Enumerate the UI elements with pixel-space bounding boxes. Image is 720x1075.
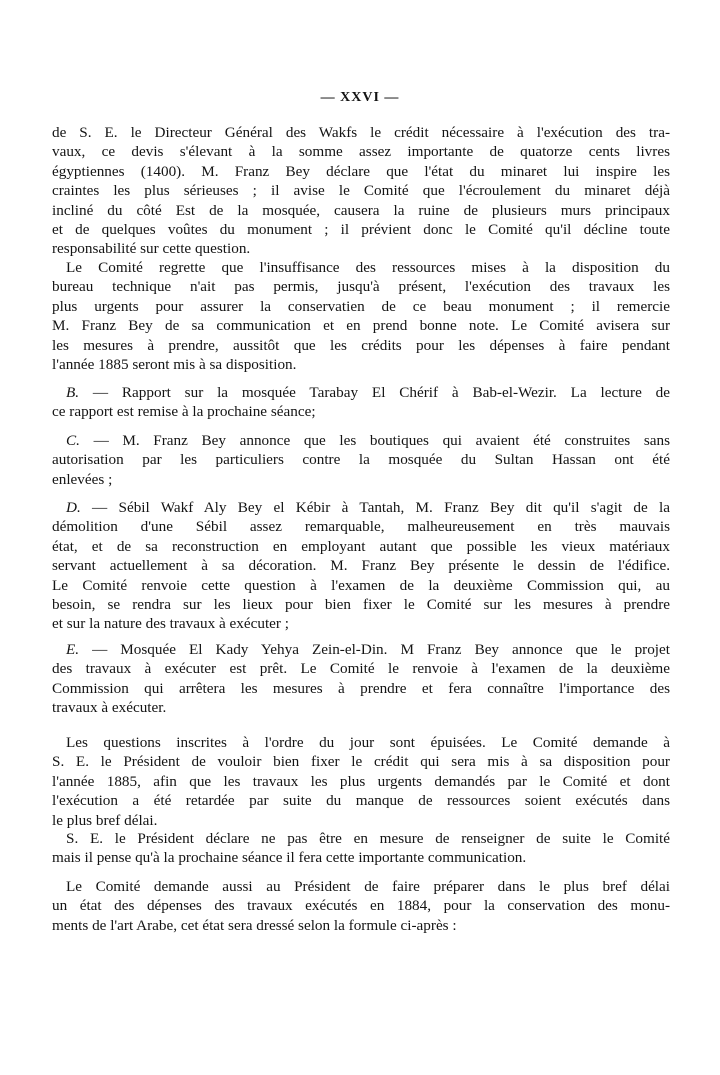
text-line: besoin, se rendra sur les lieux pour bien fixer le Comité sur les mesures à prendre — [52, 596, 670, 614]
text-line: Commission qui arrêtera les mesures à prendre et fera connaître l'importance des — [52, 679, 670, 697]
text-line: ments de l'art Arabe, cet état sera dressé selon la formule ci-après : — [52, 916, 457, 934]
paragraph — [52, 829, 670, 868]
paragraph — [52, 733, 670, 830]
text-line: Le Comité regrette que l'insuffisance des ressources mises à la disposition du — [66, 259, 670, 276]
text-line: Le Comité demande aussi au Président de faire préparer dans le plus bref délai — [66, 878, 670, 895]
text-line: les mesures à prendre, aussitôt que les crédits pour les dépenses à faire pendant — [52, 336, 670, 354]
section-letter: B. — [66, 384, 80, 401]
text-line: état, et de sa reconstruction en employant autant que possible les vieux matériaux — [52, 537, 670, 555]
text-line: égyptiennes (1400). M. Franz Bey déclare que l'état du minaret lui inspire les — [52, 162, 670, 180]
text-line: S. E. le Président de vouloir bien fixer le crédit qui sera mis à sa disposition pour — [52, 753, 670, 771]
text-line: craintes les plus sérieuses ; il avise le Comité que l'écroulement du minaret déjà — [52, 182, 670, 200]
section-letter: C. — [66, 432, 80, 449]
text-line: l'année 1885, afin que les travaux les plus urgents demandés par le Comité et dont — [52, 772, 670, 790]
text-line: bureau technique n'ait pas permis, jusqu'à présent, l'exécution des travaux les — [52, 278, 670, 296]
text-line — [52, 640, 670, 659]
text-line — [52, 383, 670, 402]
text-line: et de quelques voûtes du monument ; il prévient donc le Comité qu'il décline toute — [52, 221, 670, 239]
text-line: Le Comité renvoie cette question à l'examen de la deuxième Commission qui, au — [52, 576, 670, 594]
section-letter: D. — [66, 499, 81, 516]
text-line: plus urgents pour assurer la conservatien de ce beau monument ; il remercie — [52, 297, 670, 315]
text-line: M. Franz Bey de sa communication et en prend bonne note. Le Comité avisera sur — [52, 317, 670, 335]
paragraph — [52, 258, 670, 374]
text-line: responsabilité sur cette question. — [52, 240, 251, 258]
line-text: — Mosquée El Kady Yehya Zein-el-Din. M Franz Bey annonce que le projet — [79, 641, 670, 658]
page-number: — XXVI — — [320, 90, 400, 105]
line-text: — M. Franz Bey annonce que les boutiques qui avaient été construites sans — [79, 432, 670, 449]
text-line: S. E. le Président déclare ne pas être en mesure de renseigner de suite le Comité — [66, 830, 670, 847]
line-text: — Sébil Wakf Aly Bey el Kébir à Tantah, M. Franz Bey dit qu'il s'agit de la — [80, 499, 670, 516]
line-text: — Rapport sur la mosquée Tarabay El Chérif à Bab-el-Wezir. La lecture de — [79, 384, 670, 401]
paragraph — [52, 640, 670, 718]
paragraph — [52, 431, 670, 489]
paragraph — [52, 123, 670, 259]
text-line: mais il pense qu'à la prochaine séance il fera cette importante communication. — [52, 849, 527, 867]
text-line: un état des dépenses des travaux exécutés en 1884, pour la conservation des monu- — [52, 897, 670, 915]
text-line — [52, 431, 670, 450]
text-line: travaux à exécuter. — [52, 699, 167, 717]
text-line: des travaux à exécuter est prêt. Le Comité le renvoie à l'examen de la deuxième — [52, 660, 670, 678]
text-line: et sur la nature des travaux à exécuter ; — [52, 615, 289, 633]
text-line — [52, 498, 670, 517]
paragraph — [52, 877, 670, 935]
text-line: de S. E. le Directeur Général des Wakfs le crédit nécessaire à l'exécution des tra- — [52, 124, 670, 141]
text-line: Les questions inscrites à l'ordre du jour sont épuisées. Le Comité demande à — [66, 734, 670, 751]
text-line: ce rapport est remise à la prochaine séance; — [52, 403, 316, 421]
section-letter: E. — [66, 641, 80, 658]
text-line: l'exécution a été retardée par suite du manque de ressources soient exécutés dans — [52, 792, 670, 810]
text-line: l'année 1885 seront mis à sa disposition. — [52, 356, 297, 374]
text-line: démolition d'une Sébil assez remarquable, malheureusement en très mauvais — [52, 518, 670, 536]
paragraph — [52, 498, 670, 634]
text-line: servant actuellement à sa décoration. M. Franz Bey présente le dessin de l'édifice. — [52, 557, 670, 575]
text-line: incliné du côté Est de la mosquée, causera la ruine de plusieurs murs principaux — [52, 201, 670, 219]
text-line: autorisation par les particuliers contre la mosquée du Sultan Hassan ont été — [52, 451, 670, 469]
text-line: le plus bref délai. — [52, 811, 158, 829]
text-line: vaux, ce devis s'élevant à la somme assez importante de quatorze cents livres — [52, 143, 670, 161]
text-line: enlevées ; — [52, 470, 113, 488]
paragraph — [52, 383, 670, 422]
